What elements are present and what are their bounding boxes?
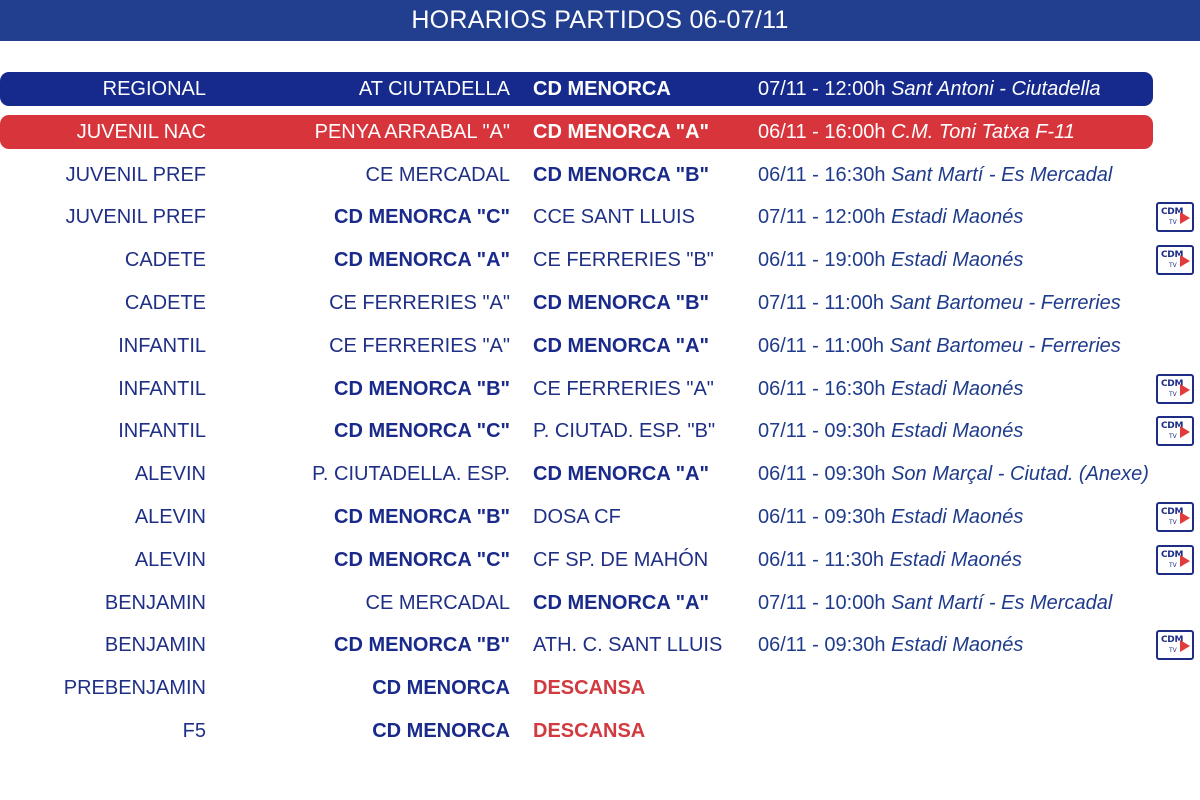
category-label: CADETE	[124, 292, 206, 314]
category-label: JUVENIL NAC	[76, 121, 206, 143]
category-label: ALEVIN	[134, 506, 206, 528]
table-row	[0, 714, 1200, 748]
home-team: CE FERRERIES "A"	[329, 335, 510, 357]
home-team: CD MENORCA "C"	[334, 549, 510, 571]
home-team: CD MENORCA "A"	[334, 249, 510, 271]
home-team: CD MENORCA	[372, 720, 510, 742]
play-icon	[1180, 512, 1190, 524]
match-datetime	[758, 628, 1023, 662]
table-row	[0, 671, 1200, 705]
match-datetime	[758, 158, 1112, 192]
match-datetime	[758, 329, 1121, 363]
match-venue: Estadi Maonés	[891, 420, 1024, 442]
table-row	[0, 72, 1200, 106]
category-label: ALEVIN	[134, 463, 206, 485]
table-row	[0, 158, 1200, 192]
match-time: 06/11 - 09:30h	[758, 463, 892, 485]
table-row	[0, 457, 1200, 491]
tv-badge-sub: TV	[1169, 262, 1177, 269]
rest-label: DESCANSA	[533, 720, 646, 742]
match-datetime	[758, 115, 1075, 149]
category-label: BENJAMIN	[104, 634, 206, 656]
category-label: PREBENJAMIN	[63, 677, 206, 699]
match-time: 06/11 - 16:00h	[758, 121, 892, 143]
match-venue: Sant Martí - Es Mercadal	[891, 164, 1113, 186]
category-label: ALEVIN	[134, 549, 206, 571]
match-time: 06/11 - 16:30h	[758, 378, 892, 400]
play-icon	[1180, 640, 1190, 652]
cdm-tv-icon[interactable]	[1156, 374, 1194, 404]
category-label: BENJAMIN	[104, 592, 206, 614]
category-label: CADETE	[124, 249, 206, 271]
tv-badge-label: CDM	[1161, 507, 1184, 517]
cdm-tv-icon[interactable]	[1156, 630, 1194, 660]
home-team: CD MENORCA "B"	[334, 378, 510, 400]
play-icon	[1180, 555, 1190, 567]
page-title: HORARIOS PARTIDOS 06-07/11	[411, 6, 789, 34]
table-row	[0, 286, 1200, 320]
away-team: CF SP. DE MAHÓN	[533, 549, 709, 571]
match-datetime	[758, 200, 1023, 234]
match-venue: Estadi Maonés	[891, 506, 1024, 528]
home-team: CD MENORCA "B"	[334, 506, 510, 528]
match-time: 06/11 - 16:30h	[758, 164, 892, 186]
play-icon	[1180, 384, 1190, 396]
table-row	[0, 200, 1200, 234]
home-team: CD MENORCA "C"	[334, 206, 510, 228]
away-team: CCE SANT LLUIS	[533, 206, 695, 228]
away-team: P. CIUTAD. ESP. "B"	[533, 420, 716, 442]
home-team: CE MERCADAL	[365, 592, 510, 614]
cdm-tv-icon[interactable]	[1156, 502, 1194, 532]
cdm-tv-icon[interactable]	[1156, 202, 1194, 232]
match-time: 07/11 - 12:00h	[758, 78, 892, 100]
home-team: PENYA ARRABAL "A"	[314, 121, 510, 143]
home-team: AT CIUTADELLA	[358, 78, 510, 100]
match-datetime	[758, 372, 1023, 406]
match-venue: Estadi Maonés	[891, 206, 1024, 228]
match-datetime	[758, 286, 1121, 320]
away-team: CD MENORCA "B"	[533, 164, 709, 186]
category-label: INFANTIL	[118, 420, 206, 442]
home-team: CE FERRERIES "A"	[329, 292, 510, 314]
match-datetime	[758, 243, 1023, 277]
cdm-tv-icon[interactable]	[1156, 545, 1194, 575]
tv-badge-sub: TV	[1169, 433, 1177, 440]
match-datetime	[758, 543, 1022, 577]
table-row	[0, 372, 1200, 406]
away-team: DOSA CF	[533, 506, 621, 528]
home-team: CE MERCADAL	[365, 164, 510, 186]
match-datetime	[758, 414, 1023, 448]
match-venue: Estadi Maonés	[889, 549, 1022, 571]
category-label: INFANTIL	[118, 335, 206, 357]
tv-badge-label: CDM	[1161, 207, 1184, 217]
home-team: CD MENORCA "B"	[334, 634, 510, 656]
away-team: CD MENORCA "A"	[533, 463, 709, 485]
category-label: JUVENIL PREF	[65, 164, 206, 186]
category-label: INFANTIL	[118, 378, 206, 400]
tv-badge-label: CDM	[1161, 635, 1184, 645]
table-row	[0, 586, 1200, 620]
away-team: CD MENORCA "A"	[533, 592, 709, 614]
rest-label: DESCANSA	[533, 677, 646, 699]
away-team: CD MENORCA	[533, 78, 671, 100]
play-icon	[1180, 212, 1190, 224]
match-venue: Son Marçal - Ciutad. (Anexe)	[891, 463, 1149, 485]
page-header	[0, 0, 1200, 41]
tv-badge-sub: TV	[1169, 519, 1177, 526]
tv-badge-label: CDM	[1161, 550, 1184, 560]
table-row	[0, 243, 1200, 277]
table-row	[0, 329, 1200, 363]
table-row	[0, 414, 1200, 448]
cdm-tv-icon[interactable]	[1156, 416, 1194, 446]
tv-badge-sub: TV	[1169, 562, 1177, 569]
tv-badge-sub: TV	[1169, 219, 1177, 226]
cdm-tv-icon[interactable]	[1156, 245, 1194, 275]
home-team: CD MENORCA	[372, 677, 510, 699]
category-label: F5	[182, 720, 206, 742]
home-team: P. CIUTADELLA. ESP.	[312, 463, 510, 485]
match-venue: C.M. Toni Tatxa F-11	[891, 121, 1075, 143]
match-venue: Estadi Maonés	[891, 634, 1024, 656]
play-icon	[1180, 426, 1190, 438]
play-icon	[1180, 255, 1190, 267]
match-venue: Sant Bartomeu - Ferreries	[889, 292, 1121, 314]
category-label: JUVENIL PREF	[65, 206, 206, 228]
away-team: CE FERRERIES "A"	[533, 378, 714, 400]
tv-badge-label: CDM	[1161, 250, 1184, 260]
match-datetime	[758, 586, 1112, 620]
match-time: 07/11 - 10:00h	[758, 592, 892, 614]
match-datetime	[758, 457, 1149, 491]
match-venue: Estadi Maonés	[891, 249, 1024, 271]
tv-badge-sub: TV	[1169, 647, 1177, 654]
away-team: ATH. C. SANT LLUIS	[533, 634, 723, 656]
match-venue: Sant Bartomeu - Ferreries	[889, 335, 1121, 357]
away-team: CE FERRERIES "B"	[533, 249, 714, 271]
away-team: CD MENORCA "A"	[533, 335, 709, 357]
match-datetime	[758, 72, 1100, 106]
match-venue: Estadi Maonés	[891, 378, 1024, 400]
match-time: 07/11 - 09:30h	[758, 420, 892, 442]
match-time: 06/11 - 19:00h	[758, 249, 892, 271]
table-row	[0, 543, 1200, 577]
tv-badge-label: CDM	[1161, 421, 1184, 431]
home-team: CD MENORCA "C"	[334, 420, 510, 442]
tv-badge-sub: TV	[1169, 391, 1177, 398]
match-time: 06/11 - 09:30h	[758, 506, 892, 528]
category-label: REGIONAL	[102, 78, 206, 100]
match-time: 07/11 - 11:00h	[758, 292, 890, 314]
away-team: CD MENORCA "A"	[533, 121, 709, 143]
match-time: 06/11 - 09:30h	[758, 634, 892, 656]
match-datetime	[758, 500, 1023, 534]
match-time: 06/11 - 11:00h	[758, 335, 890, 357]
match-venue: Sant Antoni - Ciutadella	[891, 78, 1101, 100]
away-team: CD MENORCA "B"	[533, 292, 709, 314]
match-venue: Sant Martí - Es Mercadal	[891, 592, 1113, 614]
tv-badge-label: CDM	[1161, 379, 1184, 389]
table-row	[0, 628, 1200, 662]
table-row	[0, 115, 1200, 149]
table-row	[0, 500, 1200, 534]
match-time: 07/11 - 12:00h	[758, 206, 892, 228]
match-time: 06/11 - 11:30h	[758, 549, 890, 571]
